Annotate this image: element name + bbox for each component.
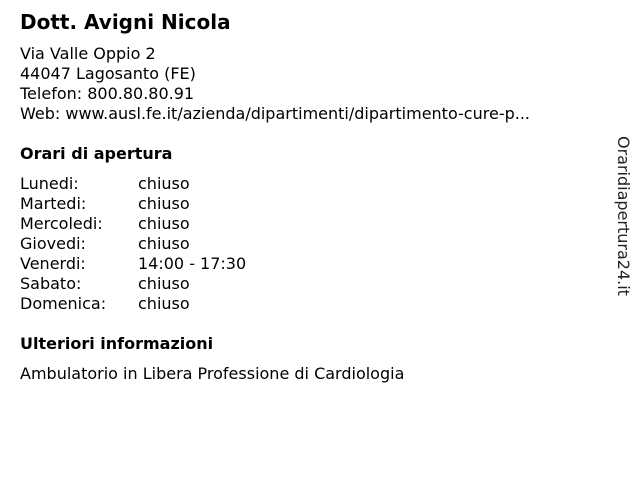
day-hours: chiuso [138,274,190,293]
day-label: Domenica: [20,294,107,313]
day-label: Venerdi: [20,254,86,273]
site-brand-vertical: Oraridiapertura24.it [614,136,633,296]
day-hours: 14:00 - 17:30 [138,254,247,273]
web-line[interactable]: Web: www.ausl.fe.it/azienda/dipartimenti/dipartimento-cure-p... [20,104,530,123]
day-hours: chiuso [138,294,190,313]
day-hours: chiuso [138,174,190,193]
day-hours: chiuso [138,214,190,233]
phone-line[interactable]: Telefon: 800.80.80.91 [20,84,195,103]
day-hours: chiuso [138,194,190,213]
address-street: Via Valle Oppio 2 [20,44,156,63]
day-label: Martedi: [20,194,87,213]
address-city: 44047 Lagosanto (FE) [20,64,196,83]
day-label: Sabato: [20,274,82,293]
additional-info-text: Ambulatorio in Libera Professione di Cardiologia [20,364,405,383]
day-label: Giovedi: [20,234,86,253]
day-label: Mercoledi: [20,214,103,233]
additional-info-heading: Ulteriori informazioni [20,334,214,353]
day-hours: chiuso [138,234,190,253]
day-label: Lunedi: [20,174,79,193]
opening-hours-heading: Orari di apertura [20,144,173,163]
contact-block [20,44,530,124]
business-name: Dott. Avigni Nicola [20,10,231,34]
